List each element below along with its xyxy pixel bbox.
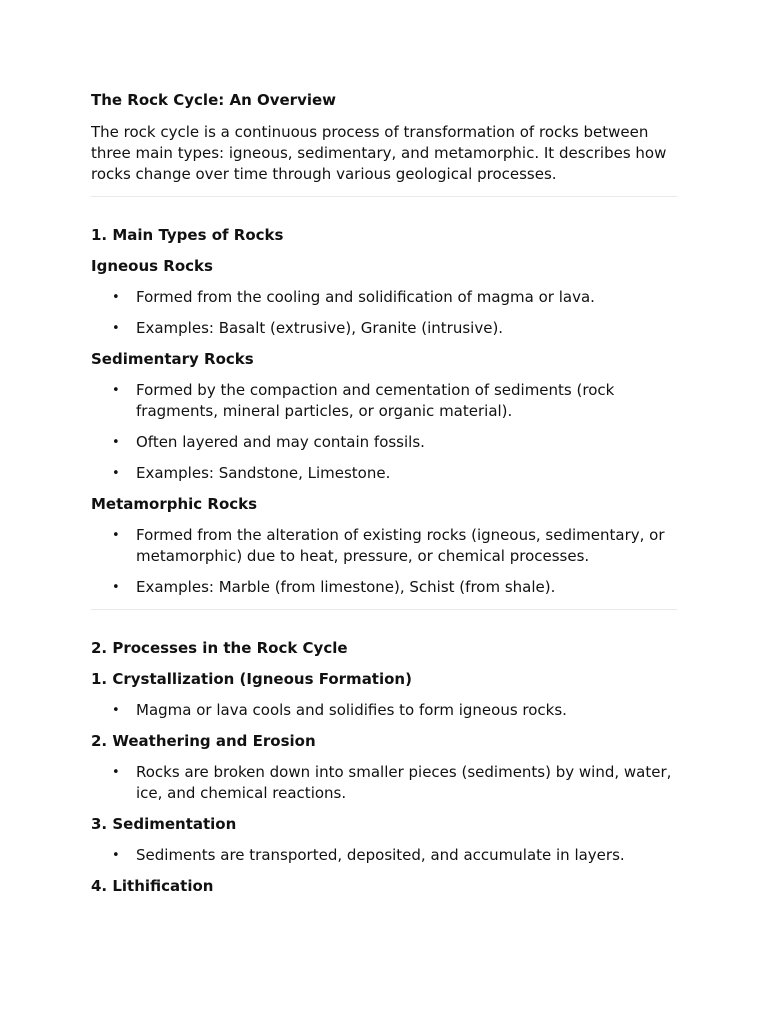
section-heading-main-types: 1. Main Types of Rocks [91,226,284,244]
bullet-icon: • [112,528,120,543]
list-item-text: Examples: Marble (from limestone), Schist (from shale). [136,578,556,596]
list-item-text: Examples: Sandstone, Limestone. [136,464,391,482]
bullet-icon: • [112,703,120,718]
list-item-text: Rocks are broken down into smaller pieces (sediments) by wind, water, ice, and chemical reactions. [136,763,672,802]
list-item [91,287,677,308]
document-body [91,90,677,897]
bullet-icon: • [112,321,120,336]
list-item [91,380,677,422]
bullet-list-sedimentation [91,845,677,866]
list-item [91,845,677,866]
list-item [91,762,677,804]
subsection-heading-sedimentation: 3. Sedimentation [91,815,237,833]
intro-paragraph: The rock cycle is a continuous process of transformation of rocks between three main types: igneous, sedimentary, and metamorphic. It describes how rocks change over time through various geological processes. [91,123,667,183]
bullet-icon: • [112,580,120,595]
list-item [91,432,677,453]
list-item-text: Sediments are transported, deposited, and accumulate in layers. [136,846,625,864]
list-item-text: Magma or lava cools and solidifies to form igneous rocks. [136,701,567,719]
bullet-icon: • [112,290,120,305]
bullet-icon: • [112,466,120,481]
bullet-icon: • [112,765,120,780]
list-item-text: Formed from the alteration of existing rocks (igneous, sedimentary, or metamorphic) due to heat, pressure, or chemical processes. [136,526,665,565]
list-item [91,700,677,721]
bullet-list-weathering [91,762,677,804]
list-item-text: Formed from the cooling and solidification of magma or lava. [136,288,595,306]
list-item [91,525,677,567]
document-title: The Rock Cycle: An Overview [91,91,337,109]
subsection-heading-metamorphic: Metamorphic Rocks [91,495,258,513]
subsection-heading-lithification: 4. Lithification [91,877,214,895]
list-item-text: Examples: Basalt (extrusive), Granite (intrusive). [136,319,504,337]
list-item [91,577,677,598]
section-divider [91,196,677,197]
bullet-icon: • [112,435,120,450]
list-item-text: Often layered and may contain fossils. [136,433,425,451]
list-item [91,318,677,339]
bullet-list-igneous [91,287,677,339]
bullet-icon: • [112,848,120,863]
subsection-heading-crystallization: 1. Crystallization (Igneous Formation) [91,670,412,688]
bullet-list-sedimentary [91,380,677,484]
bullet-list-crystallization [91,700,677,721]
section-heading-processes: 2. Processes in the Rock Cycle [91,639,348,657]
bullet-icon: • [112,383,120,398]
list-item [91,463,677,484]
bullet-list-metamorphic [91,525,677,598]
list-item-text: Formed by the compaction and cementation of sediments (rock fragments, mineral particles, or organic material). [136,381,615,420]
section-divider [91,609,677,610]
subsection-heading-igneous: Igneous Rocks [91,257,213,275]
subsection-heading-sedimentary: Sedimentary Rocks [91,350,254,368]
subsection-heading-weathering: 2. Weathering and Erosion [91,732,316,750]
